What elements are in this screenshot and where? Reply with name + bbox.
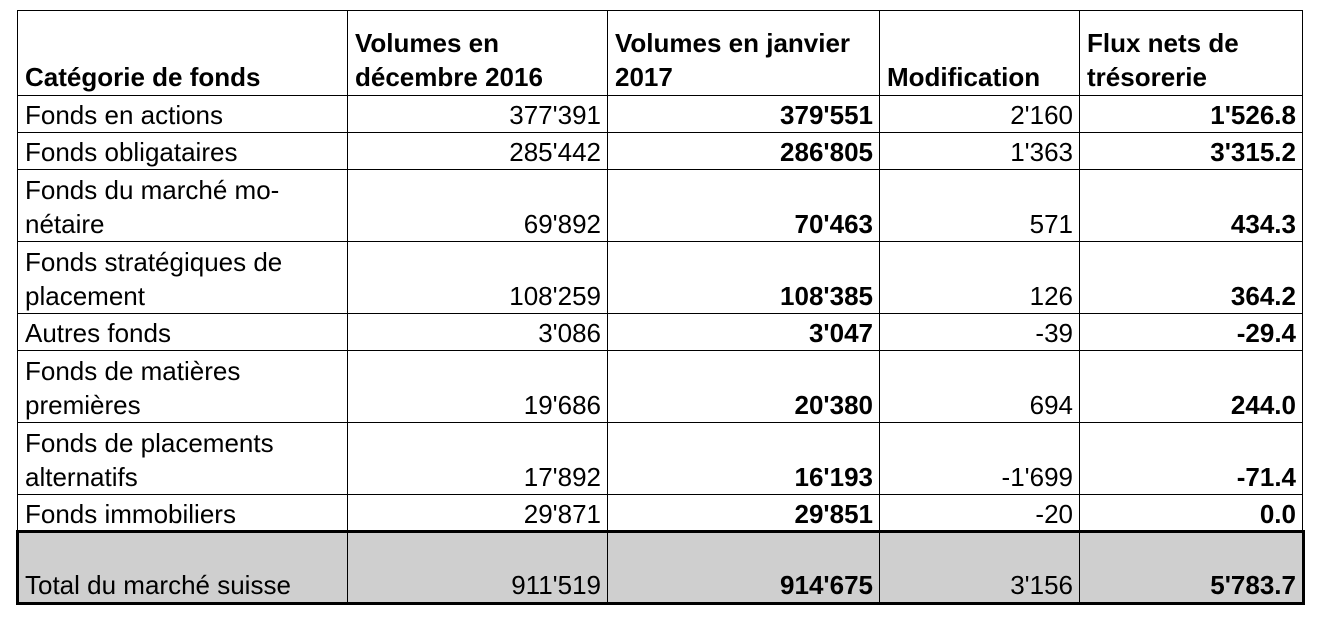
category-cell: Fonds de placements alternatifs xyxy=(18,423,348,495)
net-flow-cell: 434.3 xyxy=(1080,170,1303,242)
jan-2017-cell: 108'385 xyxy=(608,242,880,314)
total-category-cell: Total du marché suisse xyxy=(18,532,348,603)
jan-2017-cell: 286'805 xyxy=(608,133,880,170)
header-net-flows: Flux nets de trésorerie xyxy=(1080,11,1303,96)
table-row xyxy=(18,495,1303,532)
fund-volumes-table xyxy=(17,10,1303,603)
modification-cell: -1'699 xyxy=(880,423,1080,495)
category-cell: Fonds du marché mo-nétaire xyxy=(18,170,348,242)
jan-2017-cell: 3'047 xyxy=(608,314,880,351)
net-flow-cell: 3'315.2 xyxy=(1080,133,1303,170)
dec-2016-cell: 3'086 xyxy=(348,314,608,351)
header-row xyxy=(18,11,1303,96)
dec-2016-cell: 69'892 xyxy=(348,170,608,242)
net-flow-cell: -29.4 xyxy=(1080,314,1303,351)
jan-2017-cell: 20'380 xyxy=(608,351,880,423)
modification-cell: -39 xyxy=(880,314,1080,351)
dec-2016-cell: 17'892 xyxy=(348,423,608,495)
dec-2016-cell: 19'686 xyxy=(348,351,608,423)
header-jan-2017: Volumes en janvier 2017 xyxy=(608,11,880,96)
category-cell: Fonds en actions xyxy=(18,96,348,133)
net-flow-cell: 1'526.8 xyxy=(1080,96,1303,133)
dec-2016-cell: 377'391 xyxy=(348,96,608,133)
modification-cell: -20 xyxy=(880,495,1080,532)
total-jan-2017-cell: 914'675 xyxy=(608,532,880,603)
net-flow-cell: 244.0 xyxy=(1080,351,1303,423)
jan-2017-cell: 16'193 xyxy=(608,423,880,495)
jan-2017-cell: 70'463 xyxy=(608,170,880,242)
jan-2017-cell: 29'851 xyxy=(608,495,880,532)
modification-cell: 694 xyxy=(880,351,1080,423)
total-net-flow-cell: 5'783.7 xyxy=(1080,532,1303,603)
net-flow-cell: 0.0 xyxy=(1080,495,1303,532)
net-flow-cell: 364.2 xyxy=(1080,242,1303,314)
category-cell: Fonds immobiliers xyxy=(18,495,348,532)
category-cell: Fonds de matières premières xyxy=(18,351,348,423)
header-category: Catégorie de fonds xyxy=(18,11,348,96)
jan-2017-cell: 379'551 xyxy=(608,96,880,133)
header-dec-2016: Volumes en décembre 2016 xyxy=(348,11,608,96)
total-row xyxy=(18,532,1303,603)
table-row xyxy=(18,96,1303,133)
table-row xyxy=(18,423,1303,495)
table-row xyxy=(18,170,1303,242)
net-flow-cell: -71.4 xyxy=(1080,423,1303,495)
category-cell: Fonds stratégiques de placement xyxy=(18,242,348,314)
dec-2016-cell: 108'259 xyxy=(348,242,608,314)
modification-cell: 126 xyxy=(880,242,1080,314)
dec-2016-cell: 285'442 xyxy=(348,133,608,170)
table-row xyxy=(18,133,1303,170)
dec-2016-cell: 29'871 xyxy=(348,495,608,532)
total-dec-2016-cell: 911'519 xyxy=(348,532,608,603)
table-row xyxy=(18,351,1303,423)
modification-cell: 2'160 xyxy=(880,96,1080,133)
header-modification: Modification xyxy=(880,11,1080,96)
total-modification-cell: 3'156 xyxy=(880,532,1080,603)
modification-cell: 1'363 xyxy=(880,133,1080,170)
table-row xyxy=(18,314,1303,351)
category-cell: Autres fonds xyxy=(18,314,348,351)
category-cell: Fonds obligataires xyxy=(18,133,348,170)
table-row xyxy=(18,242,1303,314)
modification-cell: 571 xyxy=(880,170,1080,242)
